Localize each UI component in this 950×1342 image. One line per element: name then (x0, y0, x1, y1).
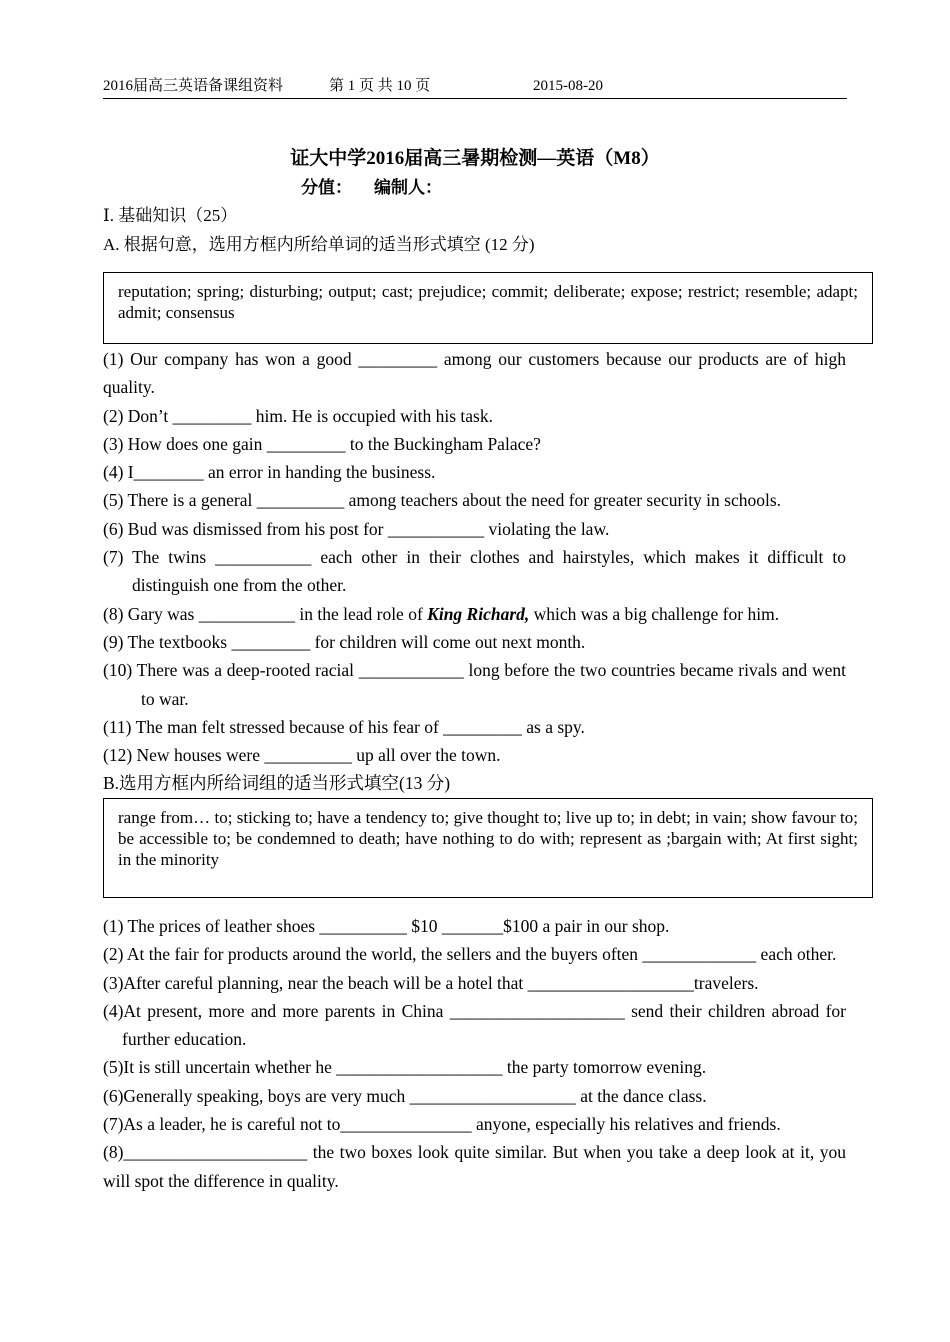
part-b-questions (103, 912, 846, 1195)
question-a2: (2) Don’t _________ him. He is occupied with his task. (103, 405, 493, 426)
question-b6: (6)Generally speaking, boys are very much ___________________ at the dance class. (103, 1085, 707, 1106)
subtitle (301, 176, 464, 200)
question-a5: (5) There is a general __________ among teachers about the need for greater security in schools. (103, 490, 782, 511)
header-date: 2015-08-20 (533, 78, 603, 94)
question-a8-pre: (8) Gary was ___________ in the lead role of (103, 603, 428, 624)
part-a-heading: A. 根据句意，选用方框内所给单词的适当形式填空 (12 分) (103, 235, 535, 254)
question-a4: (4) I________ an error in handing the business. (103, 462, 436, 483)
part-b-heading: B.选用方框内所给词组的适当形式填空(13 分) (103, 773, 451, 794)
question-a10: (10) There was a deep-rooted racial ____________ long before the two countries became rivals and went to war. (103, 660, 846, 709)
question-b3: (3)After careful planning, near the beach will be a hotel that ___________________travelers. (103, 972, 759, 993)
question-b4: (4)At present, more and more parents in China ____________________ send their children abroad for further education. (103, 1000, 846, 1050)
score-label: 分值： (301, 178, 352, 197)
question-b7: (7)As a leader, he is careful not to_______________ anyone, especially his relatives and friends. (103, 1114, 781, 1135)
question-a8 (103, 600, 846, 628)
question-a8-title: King Richard, (427, 603, 530, 624)
question-a9: (9) The textbooks _________ for children will come out next month. (103, 631, 586, 652)
part-a-questions (103, 345, 846, 798)
question-a3: (3) How does one gain _________ to the Buckingham Palace? (103, 433, 541, 454)
question-a6: (6) Bud was dismissed from his post for ___________ violating the law. (103, 518, 610, 539)
header-course: 2016届高三英语备课组资料 (103, 78, 284, 94)
word-bank-box: reputation; spring; disturbing; output; cast; prejudice; commit; deliberate; expose; restrict; resemble; adapt; admit; consensus (103, 272, 873, 344)
question-a7: (7) The twins ___________ each other in their clothes and hairstyles, which makes it difficult to distinguish one from the other. (103, 547, 846, 596)
page-title: 证大中学2016届高三暑期检测—英语（M8） (290, 148, 660, 169)
question-a12: (12) New houses were __________ up all over the town. (103, 745, 501, 766)
question-a11: (11) The man felt stressed because of his fear of _________ as a spy. (103, 716, 585, 737)
section-heading: Ⅰ. 基础知识（25） (103, 206, 238, 225)
question-a8-post: which was a big challenge for him. (529, 603, 780, 624)
phrase-bank-box: range from… to; sticking to; have a tendency to; give thought to; live up to; in debt; in vain; show favour to; be accessible to; be condemned to death; have nothing to do with; represent as ;bargain with; At first sight; in the minority (103, 798, 873, 898)
question-a1: (1) Our company has won a good _________ among our customers because our products are of high quality. (103, 349, 846, 398)
question-b1: (1) The prices of leather shoes __________ $10 _______$100 a pair in our shop. (103, 916, 670, 936)
page-header (103, 76, 847, 99)
header-page-number: 第 1 页 共 10 页 (329, 78, 431, 94)
author-label: 编制人： (374, 178, 442, 197)
question-b5: (5)It is still uncertain whether he ___________________ the party tomorrow evening. (103, 1057, 707, 1078)
question-b2: (2) At the fair for products around the world, the sellers and the buyers often _____________ each other. (103, 944, 837, 965)
question-b8: (8)_____________________ the two boxes look quite similar. But when you take a deep look at it, you will spot the difference in quality. (103, 1142, 846, 1191)
